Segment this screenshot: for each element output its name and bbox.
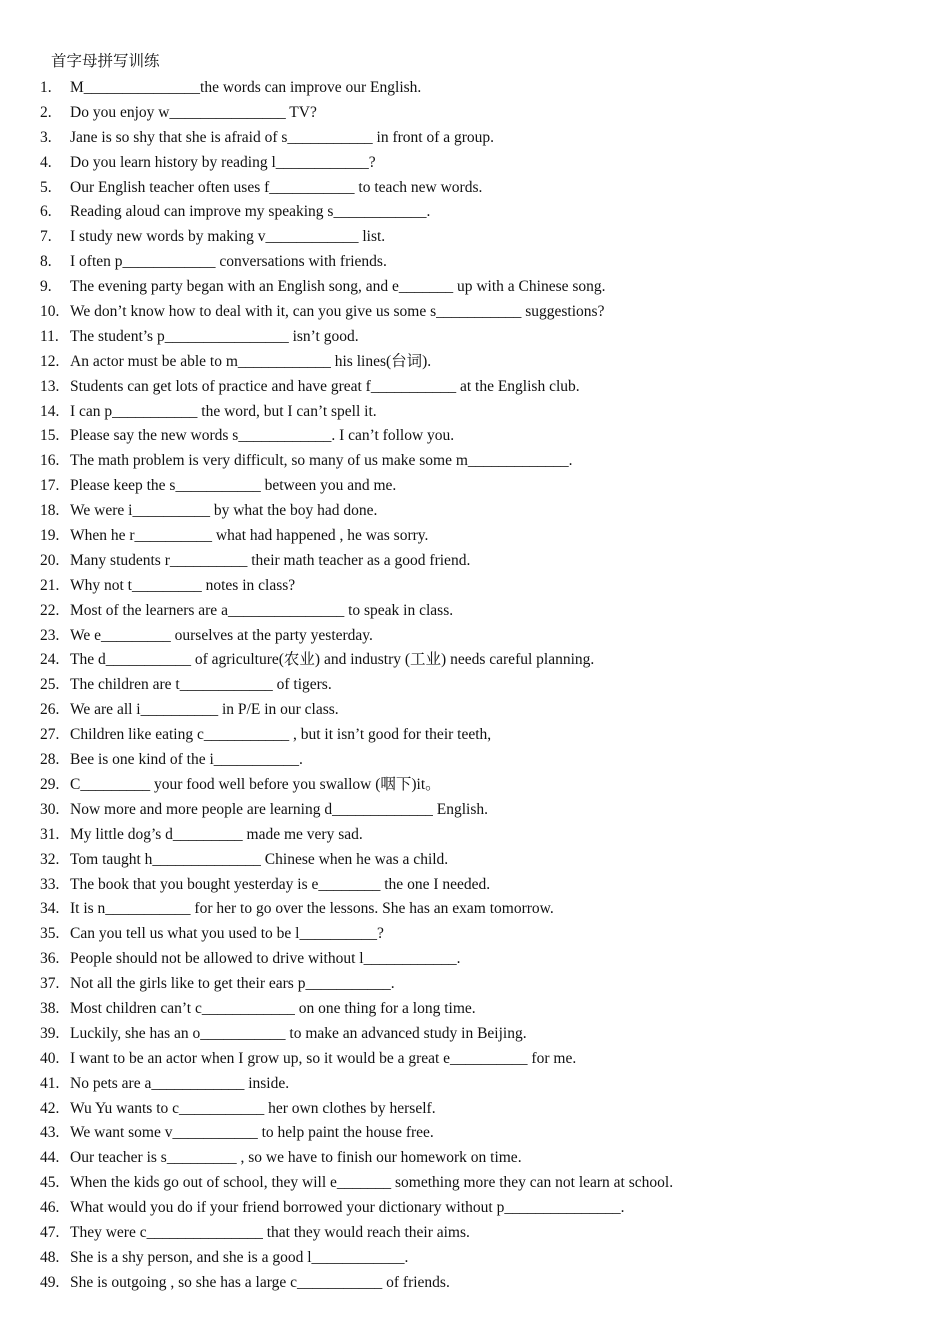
- item-number: 45.: [40, 1174, 60, 1192]
- item-number: 30.: [40, 800, 60, 818]
- document-title: 首字母拼写训练: [51, 53, 160, 70]
- item-sentence: Please say the new words s____________. I can’t follow you.: [70, 427, 455, 445]
- item-number: 42.: [40, 1099, 60, 1117]
- item-number: 2.: [40, 103, 52, 121]
- item-number: 25.: [40, 676, 60, 694]
- item-sentence: Now more and more people are learning d_____________ English.: [70, 800, 488, 818]
- item-sentence: Tom taught h______________ Chinese when he was a child.: [70, 850, 449, 868]
- item-number: 1.: [40, 79, 52, 96]
- item-number: 33.: [40, 875, 60, 893]
- item-number: 6.: [40, 203, 52, 221]
- item-sentence: Do you learn history by reading l____________?: [70, 153, 376, 171]
- item-number: 18.: [40, 502, 60, 520]
- item-sentence: Can you tell us what you used to be l__________?: [70, 925, 384, 943]
- item-number: 8.: [40, 253, 52, 271]
- item-sentence: The evening party began with an English song, and e_______ up with a Chinese song.: [70, 278, 606, 296]
- item-number: 41.: [40, 1074, 60, 1092]
- item-sentence: Jane is so shy that she is afraid of s___________ in front of a group.: [70, 128, 495, 146]
- item-number: 22.: [40, 601, 60, 619]
- item-sentence: Not all the girls like to get their ears p___________.: [70, 975, 395, 993]
- item-sentence: My little dog’s d_________ made me very sad.: [70, 825, 363, 843]
- item-sentence: The book that you bought yesterday is e________ the one I needed.: [70, 875, 491, 893]
- item-number: 43.: [40, 1124, 60, 1142]
- item-number: 24.: [40, 651, 60, 669]
- item-number: 14.: [40, 402, 60, 420]
- item-number: 36.: [40, 950, 60, 968]
- item-number: 28.: [40, 751, 60, 769]
- item-sentence: C_________ your food well before you swallow (咽下)it。: [70, 775, 441, 793]
- item-sentence: We are all i__________ in P/E in our class.: [70, 701, 339, 719]
- item-number: 34.: [40, 900, 60, 918]
- item-number: 37.: [40, 975, 60, 993]
- item-sentence: The d___________ of agriculture(农业) and industry (工业) needs careful planning.: [70, 651, 595, 669]
- item-sentence: Reading aloud can improve my speaking s____________.: [70, 203, 431, 221]
- item-sentence: We want some v___________ to help paint the house free.: [70, 1124, 434, 1142]
- item-sentence: I often p____________ conversations with friends.: [70, 253, 387, 271]
- item-number: 40.: [40, 1049, 60, 1067]
- item-number: 38.: [40, 999, 60, 1017]
- item-number: 5.: [40, 178, 52, 196]
- item-sentence: The children are t____________ of tigers.: [70, 676, 332, 694]
- item-sentence: The student’s p________________ isn’t good.: [70, 327, 359, 345]
- item-number: 46.: [40, 1199, 60, 1217]
- item-sentence: Students can get lots of practice and have great f___________ at the English club.: [70, 377, 580, 395]
- item-sentence: M_______________the words can improve our English.: [70, 79, 422, 96]
- item-number: 16.: [40, 452, 60, 470]
- item-sentence: Most children can’t c____________ on one thing for a long time.: [70, 999, 476, 1017]
- item-number: 35.: [40, 925, 60, 943]
- item-sentence: I can p___________ the word, but I can’t spell it.: [70, 402, 377, 420]
- item-number: 26.: [40, 701, 60, 719]
- item-sentence: When he r__________ what had happened , he was sorry.: [70, 527, 429, 545]
- item-sentence: It is n___________ for her to go over the lessons. She has an exam tomorrow.: [70, 900, 554, 918]
- item-number: 48.: [40, 1248, 60, 1266]
- item-number: 44.: [40, 1149, 60, 1167]
- item-number: 3.: [40, 128, 52, 146]
- item-number: 19.: [40, 527, 60, 545]
- item-sentence: Wu Yu wants to c___________ her own clothes by herself.: [70, 1099, 436, 1117]
- item-number: 49.: [40, 1273, 60, 1291]
- item-number: 47.: [40, 1223, 60, 1241]
- item-sentence: Most of the learners are a_______________ to speak in class.: [70, 601, 454, 619]
- item-number: 10.: [40, 303, 60, 321]
- item-number: 4.: [40, 153, 52, 171]
- item-sentence: People should not be allowed to drive without l____________.: [70, 950, 461, 968]
- item-sentence: Do you enjoy w_______________ TV?: [70, 103, 317, 121]
- item-sentence: We don’t know how to deal with it, can you give us some s___________ suggestions?: [70, 303, 605, 321]
- item-sentence: Our teacher is s_________ , so we have to finish our homework on time.: [70, 1149, 522, 1167]
- item-sentence: We were i__________ by what the boy had done.: [70, 502, 378, 520]
- item-sentence: When the kids go out of school, they will e_______ something more they can not learn at school.: [70, 1174, 674, 1192]
- item-number: 7.: [40, 228, 52, 246]
- item-sentence: Bee is one kind of the i___________.: [70, 751, 303, 769]
- item-sentence: Children like eating c___________ , but it isn’t good for their teeth,: [70, 726, 492, 744]
- item-number: 31.: [40, 825, 60, 843]
- item-sentence: She is outgoing , so she has a large c___________ of friends.: [70, 1273, 450, 1291]
- item-sentence: They were c_______________ that they would reach their aims.: [70, 1223, 470, 1241]
- item-number: 21.: [40, 576, 60, 594]
- item-sentence: I study new words by making v____________ list.: [70, 228, 386, 246]
- item-sentence: Why not t_________ notes in class?: [70, 576, 296, 594]
- item-sentence: Many students r__________ their math teacher as a good friend.: [70, 551, 471, 569]
- item-number: 12.: [40, 352, 60, 370]
- item-sentence: What would you do if your friend borrowed your dictionary without p_______________.: [70, 1199, 625, 1217]
- item-number: 13.: [40, 377, 60, 395]
- item-sentence: An actor must be able to m____________ his lines(台词).: [70, 352, 432, 370]
- item-number: 29.: [40, 775, 60, 793]
- item-sentence: Luckily, she has an o___________ to make an advanced study in Beijing.: [70, 1024, 527, 1042]
- item-number: 9.: [40, 278, 52, 296]
- item-number: 23.: [40, 626, 60, 644]
- item-sentence: Please keep the s___________ between you and me.: [70, 477, 397, 495]
- item-number: 39.: [40, 1024, 60, 1042]
- item-sentence: No pets are a____________ inside.: [70, 1074, 290, 1092]
- item-number: 11.: [40, 327, 59, 345]
- item-number: 17.: [40, 477, 60, 495]
- item-number: 15.: [40, 427, 60, 445]
- item-number: 20.: [40, 551, 60, 569]
- item-sentence: I want to be an actor when I grow up, so it would be a great e__________ for me.: [70, 1049, 577, 1067]
- item-sentence: We e_________ ourselves at the party yesterday.: [70, 626, 373, 644]
- item-sentence: She is a shy person, and she is a good l____________.: [70, 1248, 409, 1266]
- item-sentence: Our English teacher often uses f___________ to teach new words.: [70, 178, 483, 196]
- item-sentence: The math problem is very difficult, so many of us make some m_____________.: [70, 452, 573, 470]
- item-number: 27.: [40, 726, 60, 744]
- item-number: 32.: [40, 850, 60, 868]
